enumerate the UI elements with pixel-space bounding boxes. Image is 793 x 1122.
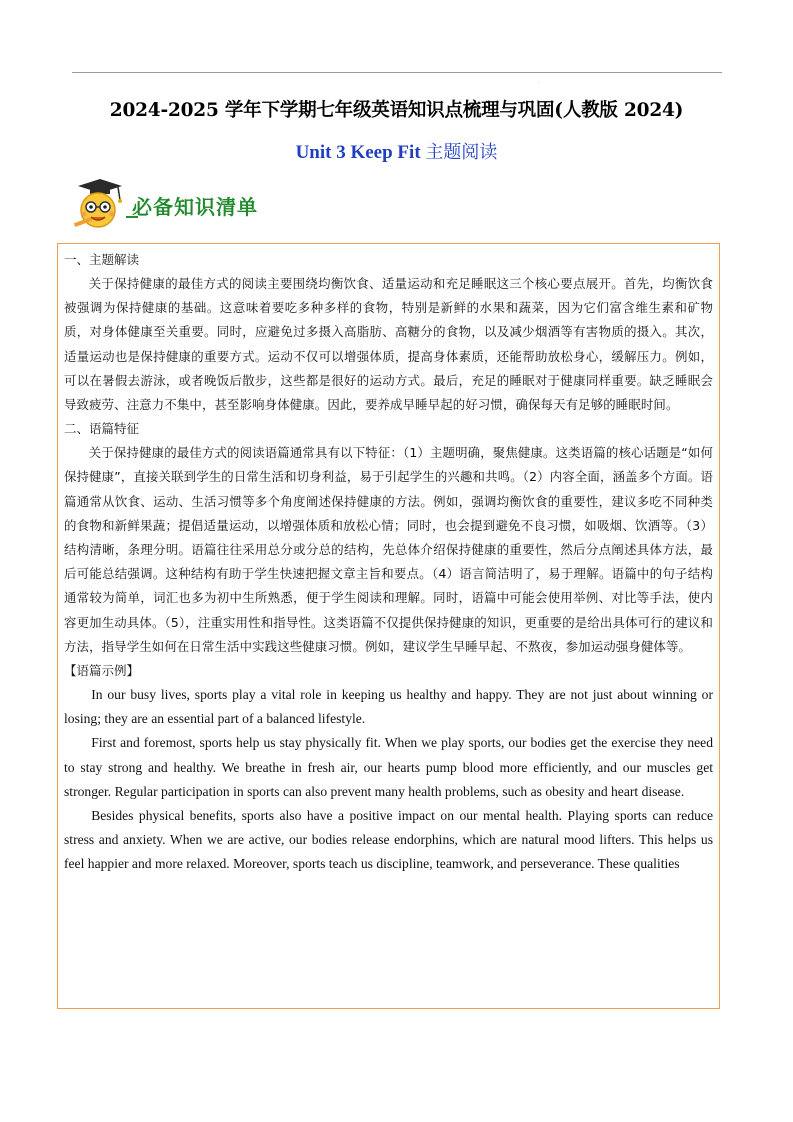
knowledge-banner <box>70 176 330 232</box>
theme-paragraph: 关于保持健康的最佳方式的阅读主要围绕均衡饮食、适量运动和充足睡眠这三个核心要点展开。首先，均衡饮食被强调为保持健康的基础。这意味着要吃多种多样的食物，特别是新鲜的水果和蔬菜，因为它们富含维生素和矿物质，对身体健康至关重要。同时，应避免过多摄入高脂肪、高糖分的食物，以及减少烟酒等有害物质的摄入。其次，适量运动也是保持健康的重要方式。运动不仅可以增强体质，提高身体素质，还能帮助放松身心，缓解压力。例如，可以在暑假去游泳，或者晚饭后散步，这些都是很好的运动方式。最后，充足的睡眠对于健康同样重要。缺乏睡眠会导致疲劳、注意力不集中，甚至影响身体健康。因此，要养成早睡早起的好习惯，确保每天有足够的睡眠时间。 <box>64 276 713 413</box>
unit-subtitle-en: Unit 3 Keep Fit <box>295 142 421 163</box>
header-mark: · <box>538 80 540 87</box>
example-paragraph-2: First and foremost, sports help us stay physically fit. When we play sports, our bodies get the exercise they need to stay strong and healthy. We breathe in fresh air, our hearts pump blood more efficiently, and our muscles get stronger. Regular participation in sports can also prevent many health problems, such as obesity and heart disease. <box>64 735 713 799</box>
document-title: 2024-2025 学年下学期七年级英语知识点梳理与巩固(人教版 2024) <box>109 100 684 121</box>
graduate-mascot-icon <box>70 176 128 232</box>
header-rule <box>72 72 722 73</box>
section-heading-features: 二、语篇特征 <box>64 421 140 437</box>
example-paragraph-1: In our busy lives, sports play a vital role in keeping us healthy and happy. They are not just about winning or losing; they are an essential part of a balanced lifestyle. <box>64 687 713 727</box>
unit-subtitle <box>0 138 793 164</box>
features-paragraph: 关于保持健康的最佳方式的阅读语篇通常具有以下特征：（1）主题明确，聚焦健康。这类语篇的核心话题是“如何保持健康”，直接关联到学生的日常生活和切身利益，易于引起学生的兴趣和共鸣。（2）内容全面，涵盖多个方面。语篇通常从饮食、运动、生活习惯等多个角度阐述保持健康的方法。例如，强调均衡饮食的重要性，建议多吃不同种类的食物和新鲜果蔬；提倡适量运动，以增强体质和放松心情；同时，也会提到避免不良习惯，如吸烟、饮酒等。（3）结构清晰，条理分明。语篇往往采用总分或分总的结构，先总体介绍保持健康的重要性，然后分点阐述具体方法，最后可能总结强调。这种结构有助于学生快速把握文章主旨和要点。（4）语言简洁明了，易于理解。语篇中的句子结构通常较为简单，词汇也多为初中生所熟悉，便于学生阅读和理解。同时，语篇中可能会使用举例、对比等手法，使内容更加生动具体。（5），注重实用性和指导性。这类语篇不仅提供保持健康的知识，更重要的是给出具体可行的建议和方法，指导学生如何在日常生活中实践这些健康习惯。例如，建议学生早睡早起、不熬夜，参加运动强身健体等。 <box>64 445 713 654</box>
section-heading-theme: 一、主题解读 <box>64 252 140 267</box>
example-paragraph-3: Besides physical benefits, sports also have a positive impact on our mental health. Playing sports can reduce stress and anxiety. When we are active, our bodies release endorphins, which are natural mood lifters. This helps us feel happier and more relaxed. Moreover, sports teach us discipline, teamwork, and perseverance. These qualities <box>64 808 713 872</box>
content-box <box>57 243 720 1009</box>
banner-label: 必备知识清单 <box>132 195 258 219</box>
unit-subtitle-cn: 主题阅读 <box>425 142 498 163</box>
section-heading-example: 【语篇示例】 <box>64 663 140 679</box>
